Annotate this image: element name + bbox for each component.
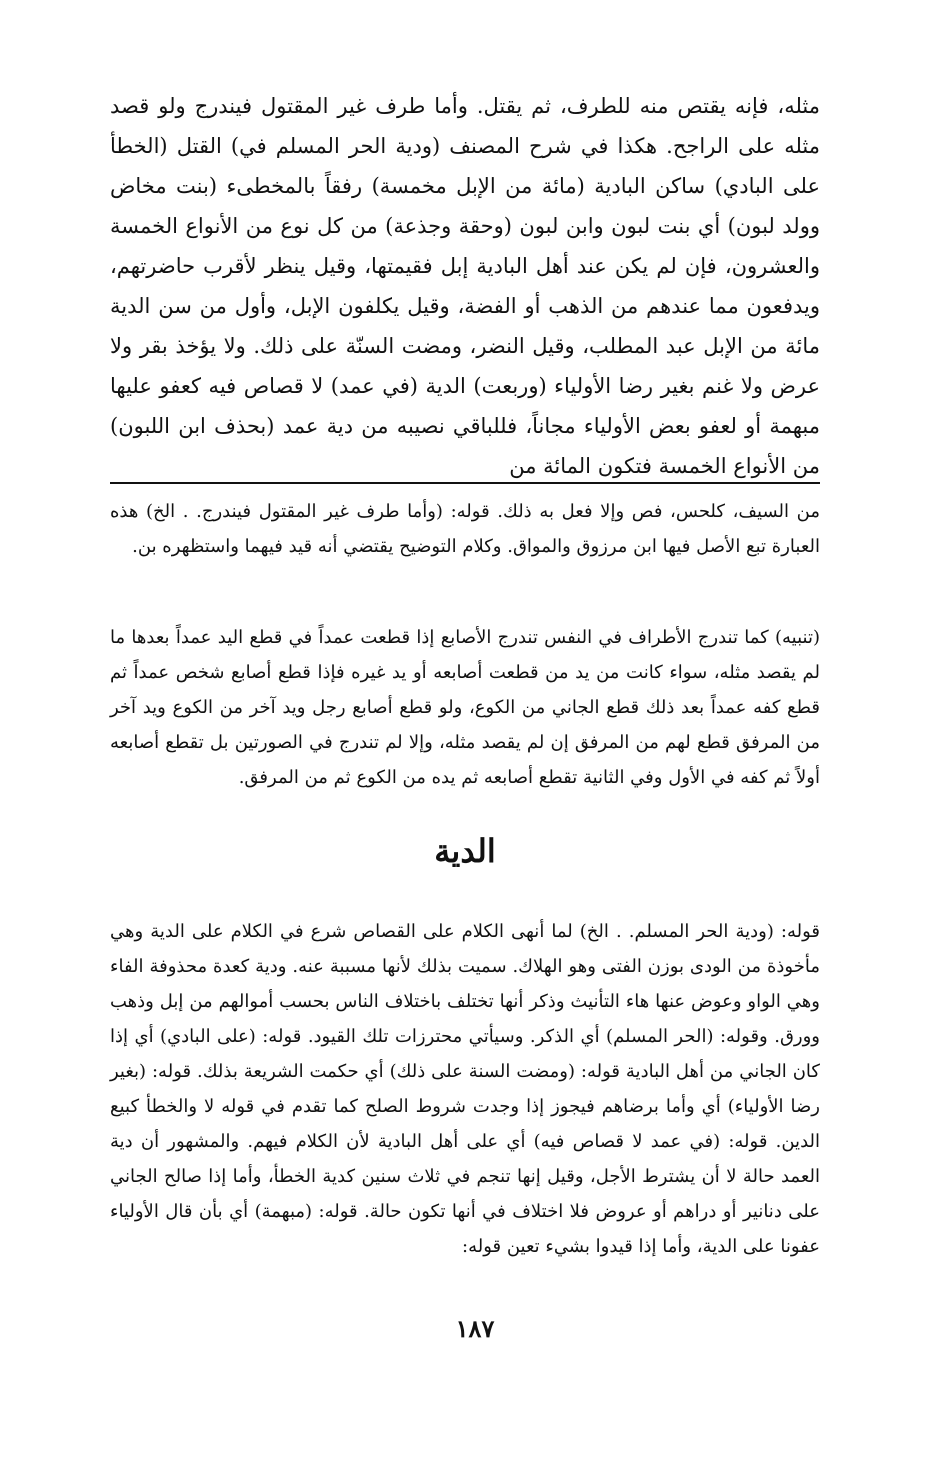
footnote-block-2	[110, 620, 820, 795]
main-paragraph: مثله، فإنه يقتص منه للطرف، ثم يقتل. وأما طرف غير المقتول فيندرج ولو قصد مثله على الراجح. هكذا في شرح المصنف (ودية الحر المسلم في) القتل (الخطأ على البادي) ساكن البادية (مائة من الإبل مخمسة) رفقاً بالمخطىء (بنت مخاض وولد لبون) أي بنت لبون وابن لبون (وحقة وجذعة) من كل نوع من الأنواع الخمسة والعشرون، فإن لم يكن عند أهل البادية إبل فقيمتها، وقيل ينظر لأقرب حاضرتهم، ويدفعون مما عندهم من الذهب أو الفضة، وقيل يكلفون الإبل، وأول من سن الدية مائة من الإبل عبد المطلب، وقيل النضر، ومضت السنّة على ذلك. ولا يؤخذ بقر ولا عرض ولا غنم بغير رضا الأولياء (وربعت) الدية (في عمد) لا قصاص فيه كعفو عليها مبهمة أو لعفو بعض الأولياء مجاناً، فللباقي نصيبه من دية عمد (بحذف ابن اللبون) من الأنواع الخمسة فتكون المائة من	[110, 94, 820, 478]
footnote-block-1	[110, 494, 820, 564]
main-text-block	[110, 86, 820, 486]
footnote-paragraph-1: من السيف، كلحس، فص وإلا فعل به ذلك. قوله: (وأما طرف غير المقتول فيندرج. . الخ) هذه العبارة تبع الأصل فيها ابن مرزوق والمواق. وكلام التوضيح يقتضي أنه قيد فيهما واستظهره بن.	[110, 501, 820, 557]
page-number: ١٨٧	[455, 1314, 495, 1343]
footnote-divider	[110, 482, 820, 484]
footnote-paragraph-2: (تنبيه) كما تندرج الأطراف في النفس تندرج الأصابع إذا قطعت عمداً في قطع اليد عمداً بعدها ما لم يقصد مثله، سواء كانت من يد من قطعت أصابعه أو يد غيره فإذا قطع أصابع شخص عمداً ثم قطع كفه عمداً بعد ذلك قطع الجاني من الكوع، ولو قطع أصابع رجل ويد آخر من الكوع ويد آخر من المرفق قطع لهم من المرفق إن لم يقصد مثله، وإلا لم تندرج في الصورتين بل تقطع أصابعه أولاً ثم كفه في الأول وفي الثانية تقطع أصابعه ثم يده من الكوع ثم من المرفق.	[110, 627, 820, 788]
commentary-paragraph: قوله: (ودية الحر المسلم. . الخ) لما أنهى الكلام على القصاص شرع في الكلام على الدية وهي مأخوذة من الودى بوزن الفتى وهو الهلاك. سميت بذلك لأنها مسببة عنه. ودية كعدة محذوفة الفاء وهي الواو وعوض عنها هاء التأنيث وذكر أنها تختلف باختلاف الناس بحسب أموالهم من إبل وذهب وورق. وقوله: (الحر المسلم) أي الذكر. وسيأتي محترزات تلك القيود. قوله: (على البادي) أي إذا كان الجاني من أهل البادية قوله: (ومضت السنة على ذلك) أي حكمت الشريعة بذلك. قوله: (بغير رضا الأولياء) أي وأما برضاهم فيجوز إذا وجدت شروط الصلح كما تقدم في قوله لا والخطأ كبيع الدين. قوله: (في عمد لا قصاص فيه) أي على أهل البادية لأن الكلام فيهم. والمشهور أن دية العمد حالة لا أن يشترط الأجل، وقيل إنها تنجم في ثلاث سنين كدية الخطأ، وأما إذا صالح الجاني على دنانير أو دراهم أو عروض فلا اختلاف في أنها تكون حالة. قوله: (مبهمة) أي بأن قال الأولياء عفونا على الدية، وأما إذا قيدوا بشيء تعين قوله:	[110, 921, 820, 1257]
commentary-block	[110, 914, 820, 1264]
section-title: الدية	[434, 832, 496, 870]
